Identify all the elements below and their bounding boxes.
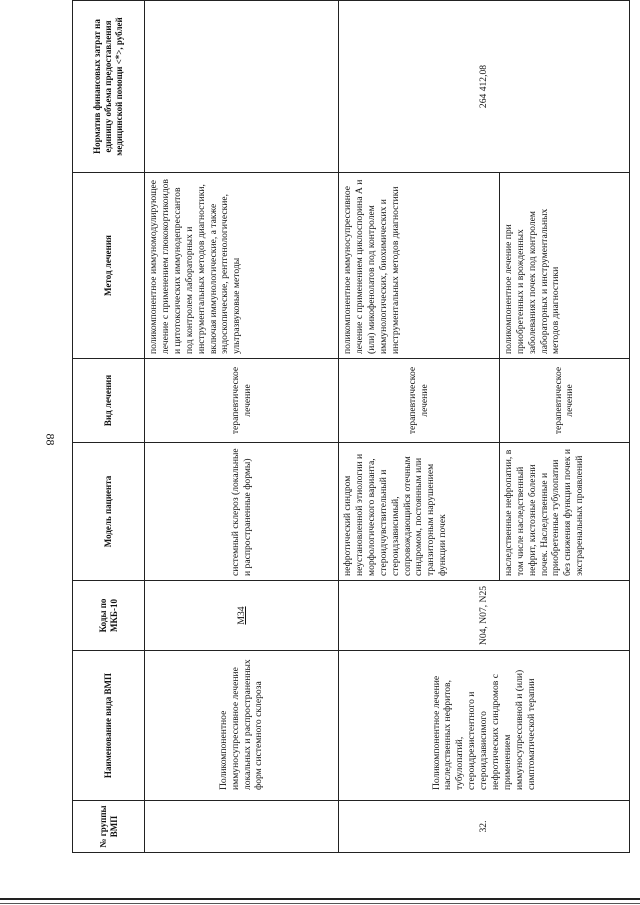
vmp-table — [72, 0, 630, 853]
table-header-row — [73, 1, 145, 853]
patient-model-cell: системный склероз (локальные и распространенные формы) — [145, 443, 339, 581]
treatment-method-cell: поликомпонентное лечение при приобретенных и врожденных заболеваниях почек под контролем лабораторных и инструментальных методов диагностики — [499, 173, 629, 359]
header-group-no: № группы ВМП — [73, 801, 145, 853]
group-no-cell: 32. — [339, 801, 630, 853]
header-patient-model: Модель пациента — [73, 443, 145, 581]
header-cost-norm: Норматив финансовых затрат на единицу объема предоставления медицинской помощи <*>, рублей — [73, 1, 145, 173]
header-vmp-name: Наименование вида ВМП — [73, 651, 145, 801]
header-treatment-method: Метод лечения — [73, 173, 145, 359]
icd-code-cell: N04, N07, N25 — [339, 581, 630, 651]
bottom-rule-secondary — [0, 903, 640, 904]
treatment-method-cell: поликомпонентное иммуносупрессивное лечение с применением циклоспорина А и (или) микофенолатов под контролем иммунологических, биохимических и инструментальных методов диагностики — [339, 173, 500, 359]
table-row — [145, 1, 339, 853]
header-treatment-type: Вид лечения — [73, 359, 145, 443]
patient-model-cell: нефротический синдром неустановленной этиологии и морфологического варианта, стероидчувствительный и стероидзависимый, сопровождающийся отечным синдромом, постоянным или транзиторным нарушением функции почек — [339, 443, 500, 581]
treatment-type-cell: терапевтическое лечение — [339, 359, 500, 443]
treatment-type-cell: терапевтическое лечение — [499, 359, 629, 443]
treatment-type-cell: терапевтическое лечение — [145, 359, 339, 443]
treatment-method-cell: поликомпонентное иммуномодулирующее лечение с применением глюкокортикоидов и цитотоксических иммунодепрессантов под контролем лабораторных и инструментальных методов диагностики, включая иммунологические, а также эндоскопические, рентгенологические, ультразвуковые методы — [145, 173, 339, 359]
header-icd-codes: Коды по МКБ-10 — [73, 581, 145, 651]
group-no-cell — [145, 801, 339, 853]
bottom-rule — [0, 898, 640, 900]
icd-code: M34 — [235, 606, 247, 625]
vmp-name-cell: Поликомпонентное иммуносупрессивное лечение локальных и распространенных форм системного склероза — [145, 651, 339, 801]
page-number: 88 — [43, 433, 58, 446]
rotated-table-wrapper — [72, 1, 630, 853]
vmp-name-cell: Поликомпонентное лечение наследственных нефритов, тубулопатий, стероидрезистентного и стероидзависимого нефротических синдромов с применением иммуносупрессивной и (или) симптоматической терапии — [339, 651, 630, 801]
icd-code-cell — [145, 581, 339, 651]
table-row — [339, 1, 500, 853]
patient-model-cell: наследственные нефропатии, в том числе наследственный нефрит, кистозные болезни почек. Наследственные и приобретенные тубулопатии без снижения функции почек и экстраренальных проявлений — [499, 443, 629, 581]
cost-value: 264 412,08 — [339, 1, 630, 173]
cost-cell — [145, 1, 339, 173]
